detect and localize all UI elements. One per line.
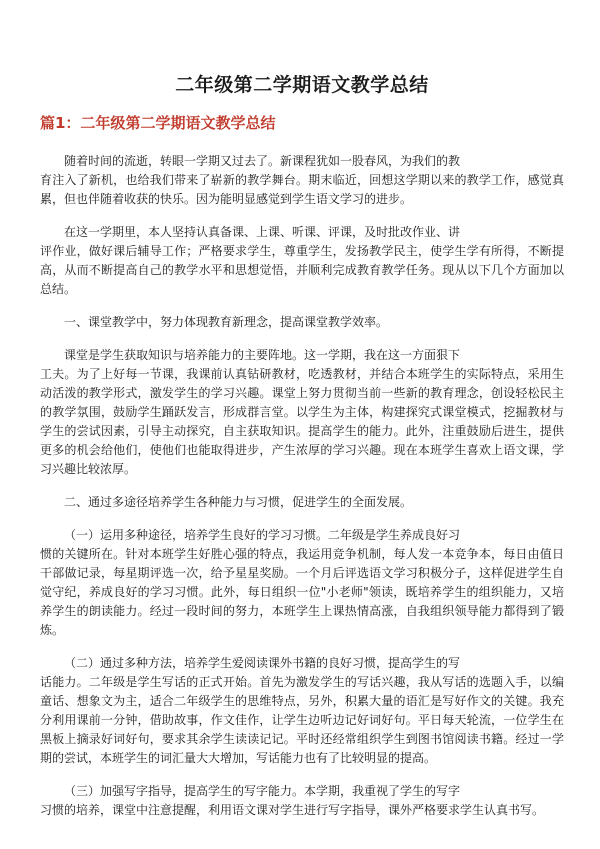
paragraph-first-line: 课堂是学生获取知识与培养能力的主要阵地。这一学期，我在这一方面狠下 — [64, 348, 461, 362]
paragraph-first-line: （一）运用多种途径，培养学生良好的学习习惯。二年级是学生养成良好习 — [64, 528, 461, 542]
section-heading: 篇1：二年级第二学期语文教学总结 — [40, 114, 276, 132]
paragraph-first-line: 一、课堂教学中，努力体现教育新理念，提高课堂教学效率。 — [64, 315, 389, 329]
paragraph-rest: 工夫。为了上好每一节课，我课前认真钻研教材，吃透教材，并结合本班学生的实际特点，采用生动活泼的教学形式，激发学生的学习兴趣。课堂上努力贯彻当前一些新的教育理念，创设轻松民主的教学氛围，鼓励学生踊跃发言，形成群言堂。以学生为主体，构建探究式课堂模式，挖掘教材与学生的尝试因素，引导主动探究，自主获取知识。提高学生的能力。此外，注重鼓励后进生，提供更多的机会给他们，使他们也能取得进步，产生浓厚的学习兴趣。现在本班学生喜欢上语文课，学习兴趣比较浓厚。 — [40, 367, 564, 476]
paragraph-handwriting — [40, 782, 564, 820]
paragraph-first-line: 随着时间的流逝，转眼一学期又过去了。新课程犹如一股春风，为我们的教 — [64, 154, 461, 168]
paragraph-intro — [40, 152, 564, 209]
subheading-ability-habits — [40, 493, 564, 512]
paragraph-study-habits — [40, 526, 564, 640]
paragraph-rest: 育注入了新机，也给我们带来了崭新的教学舞台。期末临近，回想这学期以来的教学工作，感觉真累，但也伴随着收获的快乐。因为能明显感觉到学生语文学习的进步。 — [40, 173, 564, 206]
paragraph-rest: 习惯的培养，课堂中注意提醒，利用语文课对学生进行写字指导，课外严格要求学生认真书写。 — [40, 803, 545, 817]
paragraph-rest: 惯的关键所在。针对本班学生好胜心强的特点，我运用竞争机制，每人发一本竞争本，每日由值日干部做记录，每星期评选一次，给予星星奖励。一个月后评选语文学习积极分子，这样促进学生自觉守纪，养成良好的学习习惯。此外，每日组织一位"小老师"领读，既培养学生的组织能力，又培养学生的朗读能力。经过一段时间的努力，本班学生上课热情高涨，自我组织领导能力都得到了锻炼。 — [40, 547, 564, 637]
paragraph-first-line: 二、通过多途径培养学生各种能力与习惯，促进学生的全面发展。 — [64, 495, 413, 509]
paragraph-first-line: （二）通过多种方法，培养学生爱阅读课外书籍的良好习惯，提高学生的写 — [64, 656, 461, 670]
paragraph-reading-writing — [40, 654, 564, 768]
paragraph-first-line: （三）加强写字指导，提高学生的写字能力。本学期，我重视了学生的写字 — [64, 784, 461, 798]
paragraph-rest: 评作业，做好课后辅导工作；严格要求学生，尊重学生，发扬教学民主，使学生学有所得，不断提高，从而不断提高自己的教学水平和思想觉悟，并顺利完成教育教学任务。现从以下几个方面加以总结。 — [40, 244, 564, 296]
paragraph-rest: 话能力。二年级是学生写话的正式开始。首先为激发学生的写话兴趣，我从写话的选题入手，以编童话、想象文为主，适合二年级学生的思维特点，另外，积累大量的语汇是写好作文的关键。我充分利用课前一分钟，借助故事，作文佳作，让学生边听边记好词好句。平日每天轮流，一位学生在黑板上摘录好词好句，要求其余学生读读记记。平时还经常组织学生到图书馆阅读书籍。经过一学期的尝试，本班学生的词汇量大大增加，写话能力也有了比较明显的提高。 — [40, 675, 564, 765]
subheading-classroom-teaching — [40, 313, 564, 332]
paragraph-classroom — [40, 346, 564, 479]
paragraph-first-line: 在这一学期里，本人坚持认真备课、上课、听课、评课，及时批改作业、讲 — [64, 225, 461, 239]
paragraph-overview — [40, 223, 564, 299]
document-title: 二年级第二学期语文教学总结 — [175, 74, 429, 96]
